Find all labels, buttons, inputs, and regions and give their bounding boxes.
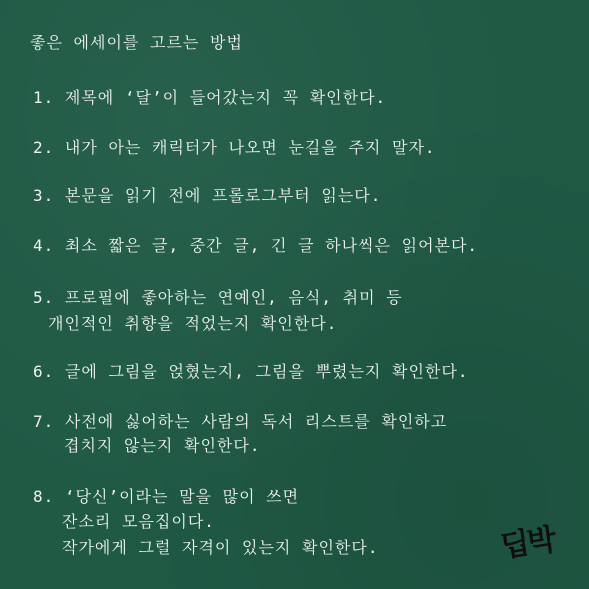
list-item: 4. 최소 짧은 글, 중간 글, 긴 글 하나씩은 읽어본다. xyxy=(33,236,479,255)
list-item: 5. 프로필에 좋아하는 연예인, 음식, 취미 등 xyxy=(33,288,403,307)
list-item-continuation: 겹치지 않는지 확인한다. xyxy=(64,436,261,455)
list-item: 3. 본문을 읽기 전에 프롤로그부터 읽는다. xyxy=(33,186,382,205)
list-item-continuation: 잔소리 모음집이다. xyxy=(62,512,215,531)
list-item: 1. 제목에 ‘달’이 들어갔는지 꼭 확인한다. xyxy=(33,88,387,107)
page-title: 좋은 에세이를 고르는 방법 xyxy=(30,33,243,52)
list-item-continuation: 개인적인 취향을 적었는지 확인한다. xyxy=(48,314,338,333)
list-item: 2. 내가 아는 캐릭터가 나오면 눈길을 주지 말자. xyxy=(33,138,436,157)
signature: 딥박 xyxy=(498,522,557,565)
list-item: 8. ‘당신’이라는 말을 많이 쓰면 xyxy=(33,487,300,506)
list-item-continuation: 작가에게 그럴 자격이 있는지 확인한다. xyxy=(62,538,379,557)
list-item: 6. 글에 그림을 얹혔는지, 그림을 뿌렸는지 확인한다. xyxy=(33,362,469,381)
list-item: 7. 사전에 싫어하는 사람의 독서 리스트를 확인하고 xyxy=(33,412,448,431)
